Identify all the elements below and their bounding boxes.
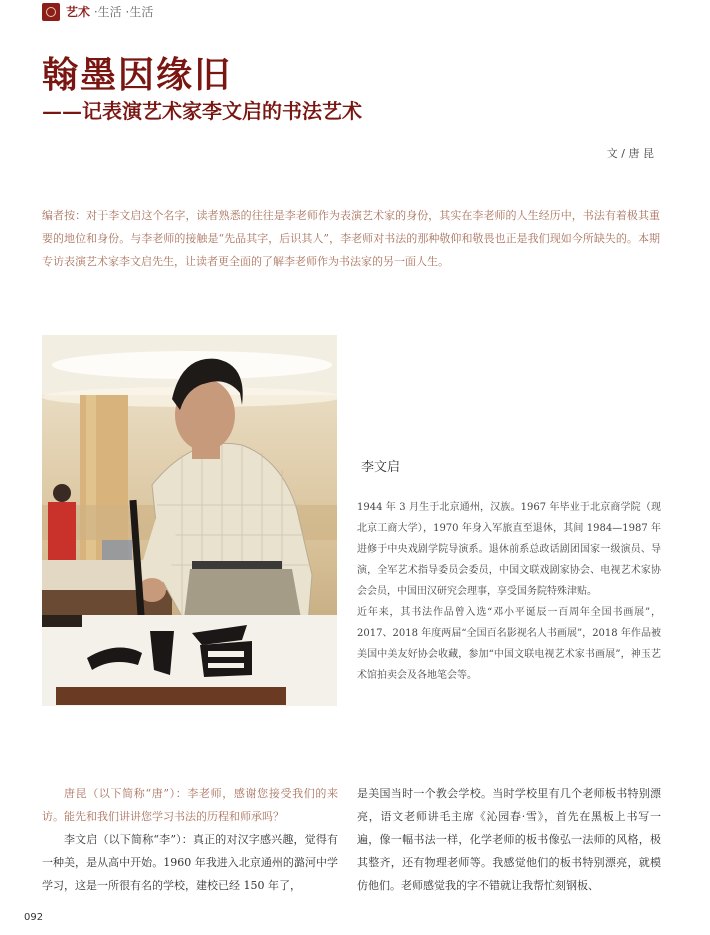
interview-column-left: [42, 782, 338, 897]
editor-note: 编者按：对于李文启这个名字，读者熟悉的往往是李老师作为表演艺术家的身份，其实在李老师的人生经历中，书法有着极其重要的地位和身份。与李老师的接触是“先品其字，后识其人”，李老师对书法的那种敬仰和敬畏也正是我们现如今所缺失的。本期专访表演艺术家李文启先生，让读者更全面的了解李老师作为书法家的另一面人生。: [42, 209, 660, 268]
article-author: 文 / 唐 昆: [606, 147, 654, 160]
portrait-illustration: [42, 335, 337, 706]
article-subtitle: ——记表演艺术家李文启的书法艺术: [42, 99, 362, 123]
section-label: [66, 3, 153, 20]
magazine-logo-icon: [42, 3, 60, 21]
bio-text: [357, 497, 661, 686]
separator: ·: [125, 5, 130, 19]
bio-paragraph: 1944 年 3 月生于北京通州，汉族。1967 年毕业于北京商学院（现北京工商大学），1970 年身入军旅直至退休，其间 1984—1987 年进修于中央戏剧学院导演系。退休前系总政话剧团国家一级演员、导演，全军艺术指导委员会委员，中国文联戏剧家协会、电视艺术家协会会员，中国田汉研究会理事，享受国务院特殊津贴。: [357, 502, 661, 597]
interview-question: 唐昆（以下简称“唐”）：李老师，感谢您接受我们的来访。能先和我们讲讲您学习书法的历程和师承吗？: [42, 787, 338, 823]
bio-paragraph: 近年来，其书法作品曾入选“邓小平诞辰一百周年全国书画展”，2017、2018 年度两届“全国百名影视名人书画展”，2018 年作品被美国中美友好协会收藏，参加“中国文联电视艺术家书画展”，神玉艺术馆拍卖会及各地笔会等。: [357, 607, 661, 681]
bio-name: 李文启: [361, 460, 401, 475]
page-number: 092: [24, 912, 44, 923]
article-title: 翰墨因缘旧: [42, 54, 233, 96]
section-tertiary: 生活: [129, 5, 154, 19]
section-primary: 艺术: [66, 5, 91, 19]
separator: ·: [93, 5, 98, 19]
interview-answer: 李文启（以下简称“李”）：真正的对汉字感兴趣，觉得有一种美，是从高中开始。1960 年我进入北京通州的潞河中学学习，这是一所很有名的学校，建校已经 150 年了，: [42, 833, 338, 892]
portrait-photo: [42, 335, 337, 706]
interview-column-right: [357, 782, 661, 897]
interview-answer-continued: 是美国当时一个教会学校。当时学校里有几个老师板书特别漂亮，语文老师讲毛主席《沁园春·雪》，首先在黑板上书写一遍，像一幅书法一样，化学老师的板书像弘一法师的风格，极其整齐，还有物理老师等。我感觉他们的板书特别漂亮，就模仿他们。老师感觉我的字不错就让我帮忙刻钢板、: [357, 787, 661, 892]
section-secondary: 生活: [97, 5, 122, 19]
